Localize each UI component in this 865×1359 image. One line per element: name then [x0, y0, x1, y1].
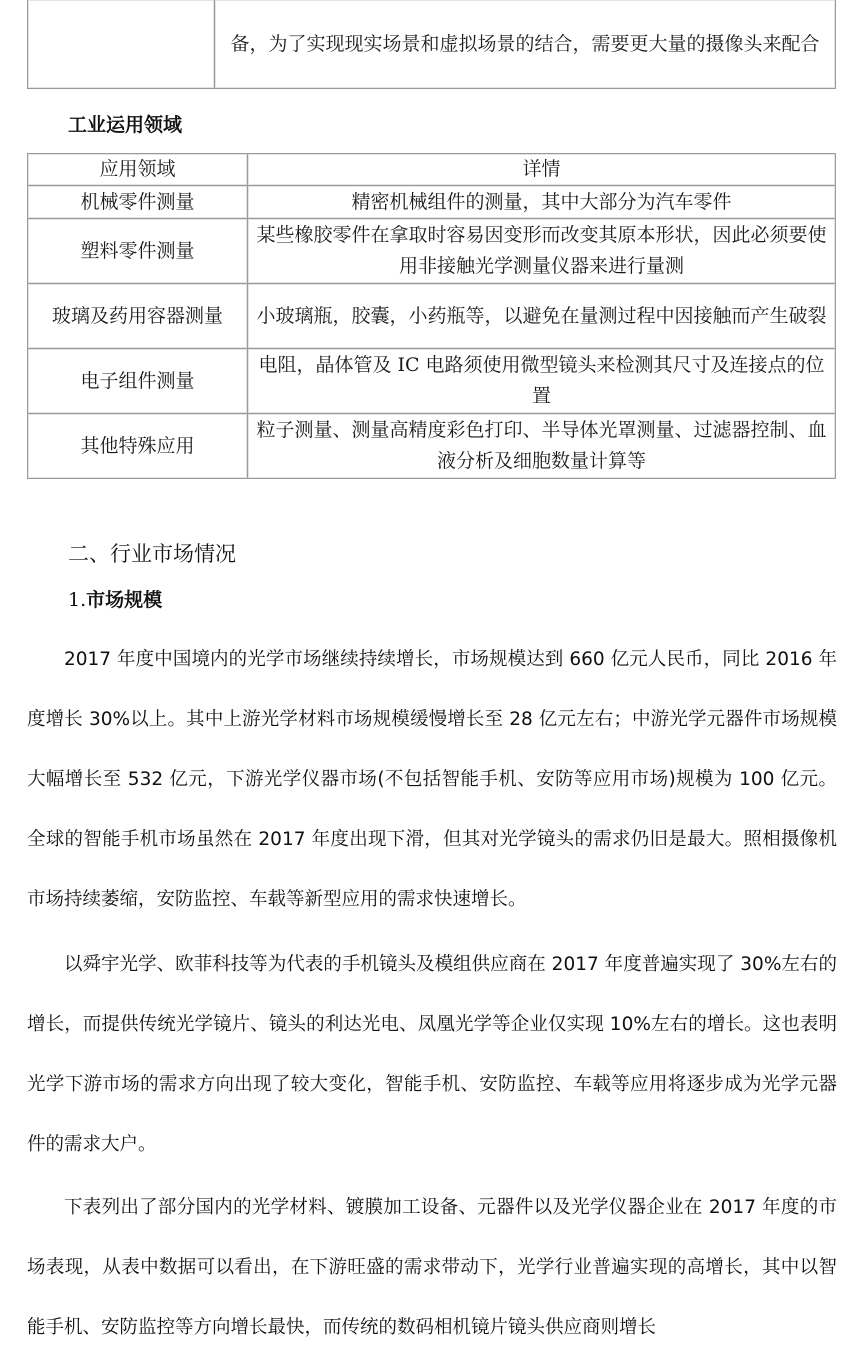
column-header: 应用领域 [28, 154, 248, 186]
detail-cell: 粒子测量、测量高精度彩色打印、半导体光罩测量、过滤器控制、血液分析及细胞数量计算等 [248, 414, 836, 479]
paragraph-table-intro: 下表列出了部分国内的光学材料、镀膜加工设备、元器件以及光学仪器企业在 2017 年度的市场表现，从表中数据可以看出，在下游旺盛的需求带动下，光学行业普遍实现的高增长，其中以智能手机、安防监控等方向增长最快，而传统的数码相机镜片镜头供应商则增长 [27, 1197, 837, 1338]
field-cell: 电子组件测量 [28, 349, 248, 414]
table-row [28, 349, 836, 414]
field-cell: 其他特殊应用 [28, 414, 248, 479]
paragraph-suppliers: 以舜宇光学、欧菲科技等为代表的手机镜头及模组供应商在 2017 年度普遍实现了 30%左右的增长，而提供传统光学镜片、镜头的利达光电、凤凰光学等企业仅实现 10%左右的增长。这也表明光学下游市场的需求方向出现了较大变化，智能手机、安防监控、车载等应用将逐步成为光学元器件的需求大户。 [27, 954, 837, 1155]
table-cell: 备，为了实现现实场景和虚拟场景的结合，需要更大量的摄像头来配合 [215, 0, 836, 89]
detail-cell: 精密机械组件的测量，其中大部分为汽车零件 [248, 186, 836, 219]
detail-cell: 电阻，晶体管及 IC 电路须使用微型镜头来检测其尺寸及连接点的位置 [248, 349, 836, 414]
field-cell: 玻璃及药用容器测量 [28, 284, 248, 349]
field-cell: 机械零件测量 [28, 186, 248, 219]
table-cell [28, 0, 215, 89]
table-row [28, 186, 836, 219]
section-heading: 二、行业市场情况 [68, 542, 236, 566]
table-row [28, 219, 836, 284]
subsection-number: 1. [68, 589, 87, 611]
detail-cell: 某些橡胶零件在拿取时容易因变形而改变其原本形状，因此必须要使用非接触光学测量仪器来进行量测 [248, 219, 836, 284]
detail-cell: 小玻璃瓶，胶囊，小药瓶等，以避免在量测过程中因接触而产生破裂 [248, 284, 836, 349]
column-header: 详情 [248, 154, 836, 186]
paragraph-market-size: 2017 年度中国境内的光学市场继续持续增长，市场规模达到 660 亿元人民币，同比 2016 年度增长 30%以上。其中上游光学材料市场规模缓慢增长至 28 亿元左右；中游光学元器件市场规模大幅增长至 532 亿元，下游光学仪器市场(不包括智能手机、安防等应用市场)规模为 100 亿元。全球的智能手机市场虽然在 2017 年度出现下滑，但其对光学镜头的需求仍旧是最大。照相摄像机市场持续萎缩，安防监控、车载等新型应用的需求快速增长。 [27, 649, 837, 910]
industry-heading: 工业运用领域 [68, 114, 183, 136]
industry-applications-table [27, 153, 836, 479]
subsection-title: 市场规模 [86, 589, 163, 611]
table-row [28, 284, 836, 349]
field-cell: 塑料零件测量 [28, 219, 248, 284]
table-header-row [28, 154, 836, 186]
table-row [28, 414, 836, 479]
subsection-heading [68, 587, 162, 613]
table-row [28, 0, 836, 89]
continued-table [27, 0, 836, 89]
